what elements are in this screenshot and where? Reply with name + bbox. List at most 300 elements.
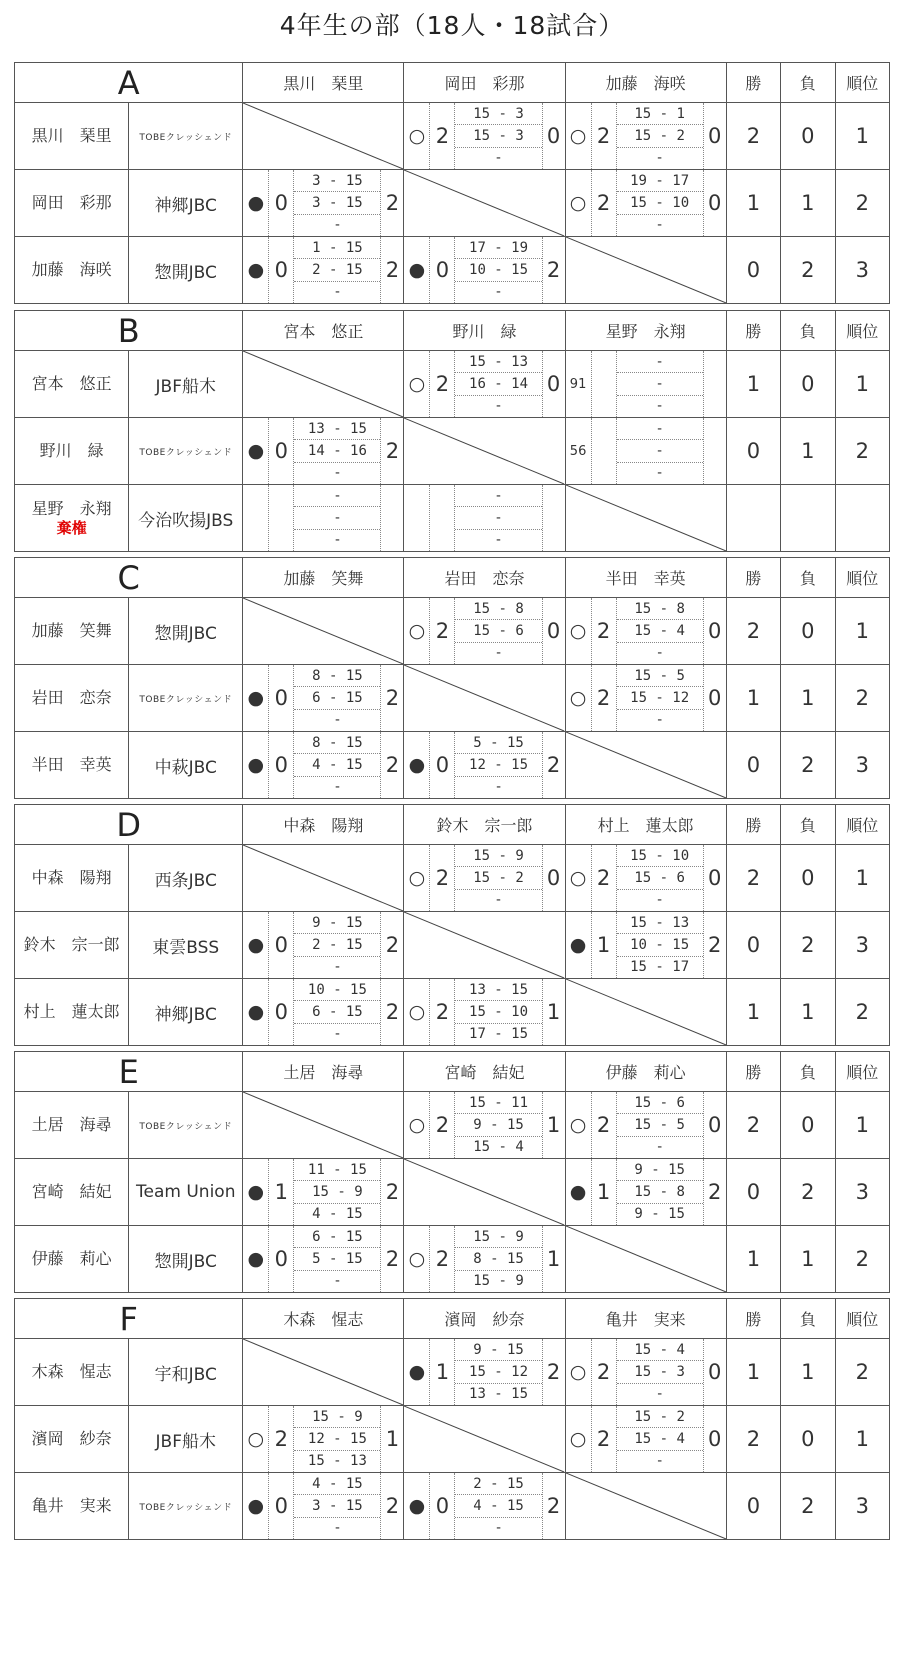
diagonal-self-cell	[565, 732, 726, 799]
game-scores	[454, 351, 542, 417]
header-loss: 負	[781, 805, 835, 845]
win-count: 2	[726, 845, 780, 912]
game-score: 15 - 13	[617, 912, 703, 934]
player-row	[15, 485, 890, 552]
games-lost: 2	[385, 1000, 400, 1024]
player-cell	[15, 170, 129, 237]
player-name: 黒川 琹里	[31, 126, 112, 145]
game-scores	[454, 732, 542, 798]
diagonal-self-cell	[243, 845, 404, 912]
diagonal-self-cell	[243, 351, 404, 418]
team-name: 惣開JBC	[129, 598, 243, 665]
player-name: 濱岡 紗奈	[31, 1429, 112, 1448]
game-score: 15 - 17	[630, 959, 690, 976]
games-won: 0	[274, 933, 289, 957]
match-cell	[404, 979, 565, 1046]
game-score: 15 - 8	[455, 598, 541, 620]
diagonal-line	[243, 103, 403, 169]
result-mark: ○	[566, 665, 592, 731]
rank-count: 2	[835, 1226, 889, 1293]
game-score: -	[655, 892, 664, 909]
diagonal-line	[404, 912, 564, 978]
header-player-name: 宮本 悠正	[243, 311, 404, 351]
diagonal-line	[404, 418, 564, 484]
games-won: 0	[274, 258, 289, 282]
game-score: 15 - 6	[617, 1092, 703, 1114]
game-score: 8 - 15	[455, 1248, 541, 1270]
result-mark: ●	[243, 732, 269, 798]
games-lost: 2	[385, 1494, 400, 1518]
game-scores	[293, 237, 381, 303]
player-cell	[15, 665, 129, 732]
group-table-e	[14, 1051, 890, 1293]
header-loss: 負	[781, 1299, 835, 1339]
match-cell	[404, 485, 565, 552]
game-score: 10 - 15	[294, 979, 380, 1001]
game-scores	[616, 1159, 704, 1225]
game-score: 15 - 8	[617, 1181, 703, 1203]
result-mark: ○	[566, 170, 592, 236]
games-won: 0	[274, 1494, 289, 1518]
game-score: -	[617, 351, 703, 373]
result-mark: ●	[566, 912, 592, 978]
games-won: 1	[435, 1360, 450, 1384]
game-score: -	[655, 712, 664, 729]
game-score: -	[494, 1520, 503, 1537]
team-name: 西条JBC	[129, 845, 243, 912]
games-won: 0	[274, 1247, 289, 1271]
game-score: 4 - 15	[294, 754, 380, 776]
group-letter: B	[15, 311, 243, 351]
player-name: 宮本 悠正	[31, 374, 112, 393]
result-mark: ○	[566, 845, 592, 911]
withdrawal-note: 棄権	[56, 519, 87, 537]
diagonal-self-cell	[565, 485, 726, 552]
game-score: -	[655, 1453, 664, 1470]
game-score: 15 - 12	[617, 687, 703, 709]
game-score: 12 - 15	[455, 754, 541, 776]
player-cell	[15, 732, 129, 799]
player-cell	[15, 598, 129, 665]
win-count: 0	[726, 732, 780, 799]
result-mark: ●	[566, 1159, 592, 1225]
match-cell	[404, 1473, 565, 1540]
game-score: 2 - 15	[294, 259, 380, 281]
result-mark: ○	[404, 1092, 430, 1158]
game-score: 15 - 9	[455, 845, 541, 867]
games-lost: 1	[546, 1000, 561, 1024]
game-score: 15 - 10	[617, 192, 703, 214]
game-score: 15 - 4	[617, 1428, 703, 1450]
header-loss: 負	[781, 311, 835, 351]
games-lost: 1	[546, 1113, 561, 1137]
player-cell	[15, 1226, 129, 1293]
team-name: 宇和JBC	[129, 1339, 243, 1406]
result-mark: ●	[243, 1159, 269, 1225]
team-name: 神郷JBC	[129, 170, 243, 237]
match-cell	[565, 1159, 726, 1226]
match-cell	[565, 170, 726, 237]
game-scores	[293, 1406, 381, 1472]
games-won: 2	[596, 1113, 611, 1137]
result-mark: ○	[404, 1226, 430, 1292]
group-table-a	[14, 62, 890, 304]
result-mark: ●	[243, 912, 269, 978]
game-score: 15 - 3	[617, 1361, 703, 1383]
header-rank: 順位	[835, 1052, 889, 1092]
games-lost: 0	[708, 866, 722, 890]
player-name: 星野 永翔	[31, 499, 112, 518]
games-won: 2	[596, 619, 611, 643]
match-cell	[565, 103, 726, 170]
diagonal-self-cell	[404, 1406, 565, 1473]
game-score: 5 - 15	[455, 732, 541, 754]
team-name: TOBEクレッシェンド	[129, 418, 243, 485]
diagonal-line	[243, 351, 403, 417]
match-cell	[404, 732, 565, 799]
match-cell	[404, 1339, 565, 1406]
diagonal-self-cell	[404, 170, 565, 237]
game-score: -	[333, 217, 342, 234]
loss-count: 1	[781, 979, 835, 1046]
match-cell	[404, 1226, 565, 1293]
game-scores	[454, 485, 542, 551]
game-scores	[616, 170, 704, 236]
game-score: 8 - 15	[294, 665, 380, 687]
game-score: -	[655, 398, 664, 415]
match-cell	[243, 1226, 404, 1293]
game-scores	[293, 485, 381, 551]
header-player-name: 星野 永翔	[565, 311, 726, 351]
team-name: 今治吹揚JBS	[129, 485, 243, 552]
player-cell	[15, 103, 129, 170]
player-cell	[15, 418, 129, 485]
game-score: 15 - 9	[473, 1273, 524, 1290]
group-letter: F	[15, 1299, 243, 1339]
game-score: 19 - 17	[617, 170, 703, 192]
games-lost: 1	[546, 1247, 561, 1271]
game-score: 15 - 2	[617, 125, 703, 147]
game-score: -	[494, 150, 503, 167]
player-row	[15, 1339, 890, 1406]
games-lost: 0	[708, 619, 722, 643]
game-scores	[616, 912, 704, 978]
result-mark: ●	[243, 1473, 269, 1539]
match-cell	[404, 351, 565, 418]
result-mark	[404, 485, 430, 551]
game-scores	[293, 418, 381, 484]
games-lost: 0	[546, 372, 561, 396]
diagonal-line	[243, 1339, 403, 1405]
game-score: -	[333, 779, 342, 796]
games-won	[592, 351, 616, 417]
game-score: 15 - 9	[455, 1226, 541, 1248]
loss-count: 0	[781, 1092, 835, 1159]
match-cell	[243, 1406, 404, 1473]
diagonal-self-cell	[565, 979, 726, 1046]
result-mark: ○	[566, 1406, 592, 1472]
rank-count: 3	[835, 237, 890, 304]
diagonal-line	[566, 237, 726, 303]
game-scores	[293, 1159, 381, 1225]
game-score: -	[655, 150, 664, 167]
diagonal-self-cell	[243, 598, 404, 665]
game-scores	[293, 170, 381, 236]
game-scores	[454, 1473, 542, 1539]
win-count: 0	[726, 418, 780, 485]
match-cell	[565, 351, 726, 418]
games-won: 0	[435, 1494, 450, 1518]
game-score: 15 - 9	[294, 1406, 380, 1428]
game-scores	[293, 732, 381, 798]
header-player-name: 村上 蓮太郎	[565, 805, 726, 845]
result-mark: ●	[243, 418, 269, 484]
games-won: 0	[274, 1000, 289, 1024]
win-count: 1	[726, 170, 780, 237]
header-player-name: 濱岡 紗奈	[404, 1299, 565, 1339]
game-scores	[454, 237, 542, 303]
loss-count	[781, 485, 835, 552]
result-mark: ●	[243, 1226, 269, 1292]
games-lost	[704, 351, 726, 417]
diagonal-self-cell	[565, 1473, 726, 1540]
win-count: 0	[726, 912, 780, 979]
player-row	[15, 979, 890, 1046]
games-lost: 2	[546, 258, 561, 282]
game-score: -	[333, 1026, 342, 1043]
game-scores	[293, 1226, 381, 1292]
diagonal-line	[566, 732, 726, 798]
player-cell	[15, 979, 129, 1046]
team-name: TOBEクレッシェンド	[129, 665, 243, 732]
games-lost: 2	[385, 258, 400, 282]
player-row	[15, 1159, 890, 1226]
team-name: TOBEクレッシェンド	[129, 103, 243, 170]
game-score: 15 - 13	[455, 351, 541, 373]
header-player-name: 黒川 琹里	[243, 63, 404, 103]
match-cell	[404, 237, 565, 304]
games-won: 2	[596, 686, 611, 710]
player-cell	[15, 1339, 129, 1406]
win-count: 0	[726, 1473, 780, 1540]
diagonal-self-cell	[243, 1339, 404, 1406]
result-mark: ●	[243, 665, 269, 731]
player-row	[15, 1092, 890, 1159]
games-lost: 0	[708, 1360, 722, 1384]
win-count	[726, 485, 780, 552]
games-lost	[381, 485, 403, 551]
player-name: 土居 海尋	[31, 1115, 112, 1134]
diagonal-self-cell	[404, 665, 565, 732]
group-table-d	[14, 804, 890, 1046]
result-mark: ●	[243, 237, 269, 303]
header-player-name: 木森 惺志	[243, 1299, 404, 1339]
player-row	[15, 845, 890, 912]
result-mark: ○	[566, 598, 592, 664]
loss-count: 1	[781, 418, 835, 485]
loss-count: 0	[781, 598, 835, 665]
rank-count: 1	[835, 351, 890, 418]
rank-count: 1	[835, 1092, 889, 1159]
games-lost: 2	[546, 1494, 561, 1518]
team-name: Team Union	[129, 1159, 243, 1226]
games-lost	[543, 485, 565, 551]
rank-count: 3	[835, 1159, 889, 1226]
game-scores	[616, 1406, 704, 1472]
games-won: 2	[435, 124, 450, 148]
game-scores	[616, 665, 704, 731]
result-mark: ○	[404, 979, 430, 1045]
team-name: 惣開JBC	[129, 1226, 243, 1293]
header-player-name: 加藤 笑舞	[243, 558, 404, 598]
game-score: 6 - 15	[294, 1001, 380, 1023]
player-row	[15, 665, 890, 732]
games-won: 2	[274, 1427, 289, 1451]
match-cell	[243, 912, 404, 979]
result-mark: ●	[404, 1339, 430, 1405]
header-rank: 順位	[835, 311, 890, 351]
game-scores	[616, 1339, 704, 1405]
result-mark: ●	[404, 732, 430, 798]
match-cell	[243, 1159, 404, 1226]
group-letter: C	[15, 558, 243, 598]
game-score: -	[655, 1139, 664, 1156]
win-count: 1	[726, 1226, 780, 1293]
group-table-c	[14, 557, 890, 799]
header-loss: 負	[781, 558, 835, 598]
match-cell	[243, 665, 404, 732]
game-score: 9 - 15	[294, 912, 380, 934]
result-mark: ●	[404, 1473, 430, 1539]
rank-count: 2	[835, 979, 890, 1046]
game-scores	[293, 665, 381, 731]
game-score: -	[455, 485, 541, 507]
game-score: 6 - 15	[294, 1226, 380, 1248]
result-mark: ○	[404, 845, 430, 911]
header-rank: 順位	[835, 63, 890, 103]
player-row	[15, 170, 890, 237]
player-row	[15, 1226, 890, 1293]
player-cell	[15, 912, 129, 979]
game-score: -	[494, 779, 503, 796]
result-mark	[243, 485, 269, 551]
player-name: 伊藤 莉心	[31, 1249, 112, 1268]
match-cell	[565, 912, 726, 979]
game-score: 13 - 15	[455, 979, 541, 1001]
result-mark: 91	[566, 351, 592, 417]
game-score: 15 - 4	[473, 1139, 524, 1156]
game-score: 4 - 15	[312, 1206, 363, 1223]
game-score: -	[333, 959, 342, 976]
team-name: 中萩JBC	[129, 732, 243, 799]
match-cell	[243, 170, 404, 237]
games-lost: 2	[385, 191, 400, 215]
game-score: 1 - 15	[294, 237, 380, 259]
game-score: 16 - 14	[455, 373, 541, 395]
game-score: 15 - 10	[455, 1001, 541, 1023]
player-row	[15, 598, 890, 665]
diagonal-line	[404, 170, 564, 236]
games-lost: 2	[546, 753, 561, 777]
player-row	[15, 1473, 890, 1540]
result-mark: ●	[404, 237, 430, 303]
header-win: 勝	[726, 558, 780, 598]
header-player-name: 加藤 海咲	[565, 63, 726, 103]
game-score: -	[333, 1520, 342, 1537]
game-score: 6 - 15	[294, 687, 380, 709]
player-cell	[15, 1159, 129, 1226]
game-score: -	[333, 712, 342, 729]
games-won: 0	[274, 753, 289, 777]
loss-count: 1	[781, 170, 835, 237]
header-win: 勝	[726, 1299, 780, 1339]
game-score: -	[655, 465, 664, 482]
rank-count: 2	[835, 665, 889, 732]
match-cell	[565, 418, 726, 485]
win-count: 2	[726, 598, 780, 665]
games-won: 2	[435, 1113, 450, 1137]
games-won: 2	[596, 191, 611, 215]
match-cell	[565, 1339, 726, 1406]
game-score: 9 - 15	[617, 1159, 703, 1181]
games-won: 2	[596, 124, 611, 148]
game-score: 15 - 6	[617, 867, 703, 889]
player-name: 岡田 彩那	[31, 193, 112, 212]
player-name: 村上 蓮太郎	[23, 1002, 120, 1021]
game-score: 15 - 3	[455, 103, 541, 125]
header-player-name: 半田 幸英	[565, 558, 726, 598]
loss-count: 0	[781, 1406, 835, 1473]
game-score: 15 - 4	[617, 1339, 703, 1361]
diagonal-self-cell	[565, 237, 726, 304]
game-scores	[293, 912, 381, 978]
rank-count	[835, 485, 890, 552]
game-scores	[616, 845, 704, 911]
match-cell	[243, 979, 404, 1046]
game-score: 10 - 15	[455, 259, 541, 281]
games-lost: 2	[708, 1180, 722, 1204]
match-cell	[243, 418, 404, 485]
game-score: 15 - 2	[455, 867, 541, 889]
player-name: 野川 緑	[39, 441, 104, 460]
header-player-name: 野川 緑	[404, 311, 565, 351]
player-name: 中森 陽翔	[31, 868, 112, 887]
game-score: 15 - 9	[294, 1181, 380, 1203]
player-cell	[15, 1092, 129, 1159]
games-won: 2	[435, 619, 450, 643]
game-scores	[616, 351, 704, 417]
game-score: 15 - 2	[617, 1406, 703, 1428]
games-lost: 0	[708, 191, 722, 215]
game-score: 15 - 12	[455, 1361, 541, 1383]
diagonal-self-cell	[565, 1226, 726, 1293]
game-score: 10 - 15	[617, 934, 703, 956]
group-table-b	[14, 310, 890, 552]
group-letter: D	[15, 805, 243, 845]
player-row	[15, 237, 890, 304]
loss-count: 0	[781, 351, 835, 418]
header-win: 勝	[726, 805, 780, 845]
games-lost: 0	[708, 1427, 722, 1451]
games-won: 0	[274, 686, 289, 710]
loss-count: 2	[781, 1473, 835, 1540]
games-lost: 0	[546, 866, 561, 890]
match-cell	[404, 845, 565, 912]
game-scores	[454, 1226, 542, 1292]
game-score: -	[655, 217, 664, 234]
player-cell	[15, 237, 129, 304]
games-lost: 2	[385, 1247, 400, 1271]
